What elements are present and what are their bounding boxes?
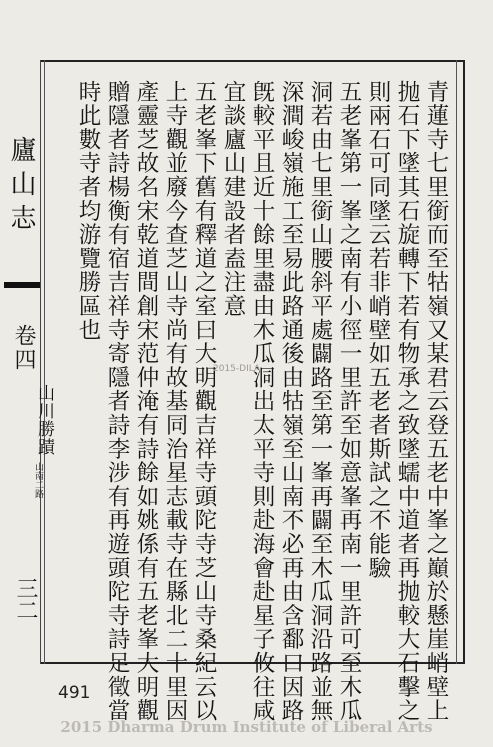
page-number: 491 (58, 683, 91, 703)
text-column: 宜談廬山建設者盍注意 (220, 80, 246, 318)
text-column: 則兩石可同墜云若非峭壁如五老者斯試之不能驗 (365, 80, 391, 580)
frame-right-border (463, 60, 465, 664)
text-column: 深澗峻嶺施工至易此路通後由牯嶺至山南不必再由含鄱口因路 (278, 80, 304, 723)
text-column: 青蓮寺七里銜而至牯嶺又某君云登五老中峯之巔於懸崖峭壁上 (423, 80, 449, 723)
frame-right-inner-border (456, 60, 457, 664)
margin-separator (44, 60, 45, 664)
footer-credit: 2015 Dharma Drum Institute of Liberal Arts (60, 718, 433, 736)
text-column: 旣較平且近十餘里盡由木瓜洞出太平寺則赴海會赴星子攸往咸 (249, 80, 275, 723)
subsection-note: 山南二路 (33, 462, 43, 498)
text-column: 產靈芝故名宋乾道間創宋范仲淹有詩餘如姚係有五老峯大明觀 (133, 80, 159, 723)
section-label: 山川勝蹟 (34, 384, 54, 456)
leaf-number: 三二 (13, 577, 38, 621)
margin-column (2, 62, 54, 662)
text-column: 上寺觀並廢今查芝山寺尚有故基同治星志載寺在縣北二十里因 (162, 80, 188, 723)
book-title: 廬山志 (6, 136, 36, 238)
watermark: 2015-DILA (213, 364, 261, 374)
text-column: 五老峯下舊有釋道之室曰大明觀吉祥寺頭陀寺芝山寺桑紀云以 (191, 80, 217, 723)
volume-label: 卷四 (11, 324, 36, 372)
text-column: 抛石下墜其石旋轉下若有物承之致墜蠕中道者再抛較大石擊之 (394, 80, 420, 723)
fish-tail-mark (4, 282, 40, 298)
text-column: 五老峯第一峯之南有小徑一里許至如意峯再南一里許可至木瓜 (336, 80, 362, 723)
text-column: 贈隱者詩楊衡有宿吉祥寺寄隱者詩李涉有再遊頭陀寺詩足徵當 (104, 80, 130, 723)
text-column: 時此數寺者均游覽勝區也 (75, 80, 101, 342)
text-column: 洞若由七里銜山腰斜平處闢路至第一峯再闢至木瓜洞沿路並無 (307, 80, 333, 723)
frame-top-border (40, 60, 464, 62)
